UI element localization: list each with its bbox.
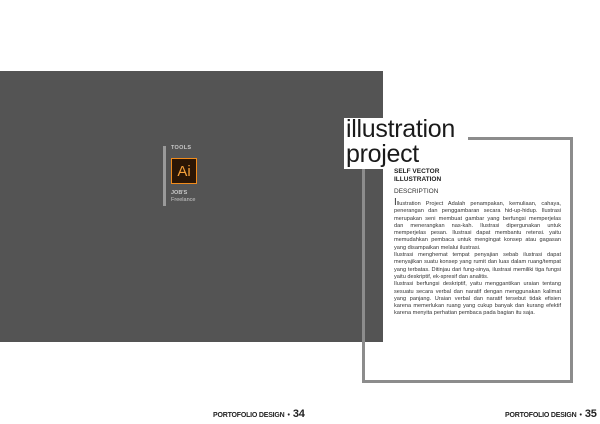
project-subtitle	[394, 168, 514, 184]
subtitle-line2: ILLUSTRATION	[394, 176, 442, 183]
footer-right	[505, 408, 597, 420]
paragraph-1	[394, 199, 561, 252]
jobs-value: Freelance	[171, 197, 196, 203]
page-title-line1: illustration	[346, 115, 455, 143]
footer-left-label: PORTOFOLIO DESIGN	[213, 412, 285, 419]
paragraph-1-text: llustration Project Adalah penampakan, kemuliaan, cahaya, penerangan dan penggambaran secara hid-up-hidup. Ilustrasi merupakan seni membuat gambar yang berfungsi memperjelas dan menerangkan nas-kah. Ilustrasi dipergunakan untuk memperjelas pesan. Ilustrasi dapat membantu retensi. yaitu memudahkan pembaca untuk mengingat konsep atau gagasan yang disampaikan melalui ilustrasi.	[394, 201, 561, 251]
footer-right-page-number: 35	[584, 408, 597, 420]
page-title-line2: project	[346, 140, 419, 168]
description-body	[394, 199, 561, 318]
project-image-placeholder	[0, 71, 383, 342]
paragraph-3: Ilustrasi berfungsi deskriptif, yaitu menggantikan uraian tentang sesuatu secara verbal dan naratif dengan menggunakan kalimat yang panjang. Uraian verbal dan naratif tersebut tidak efisien karena memerlukan ruang yang cukup banyak dan kurang efektif karena menyita perhatian pembaca pada bagian itu saja.	[394, 281, 561, 317]
footer-left	[213, 408, 305, 420]
illustrator-icon: Ai	[171, 158, 197, 184]
footer-right-separator: •	[579, 412, 582, 419]
drop-cap: I	[394, 197, 397, 208]
footer-right-label: PORTOFOLIO DESIGN	[505, 412, 577, 419]
footer-left-separator: •	[287, 412, 290, 419]
jobs-label: JOB'S	[171, 190, 188, 196]
subtitle-line1: SELF VECTOR	[394, 168, 440, 175]
description-heading: DESCRIPTION	[394, 188, 439, 195]
paragraph-2: Ilustrasi menghemat tempat penyajian sebab ilustrasi dapat menyajikan suatu konsep yang rumit dan luas dalam ruang/tempat yang terbatas. Ditinjau dari fung-sinya, ilustrasi memiliki tiga fungsi yaitu deskriptif, ek-spresif dan analitis.	[394, 252, 561, 280]
tools-accent-bar	[163, 146, 166, 206]
footer-left-page-number: 34	[292, 408, 305, 420]
tools-label: TOOLS	[171, 145, 192, 151]
